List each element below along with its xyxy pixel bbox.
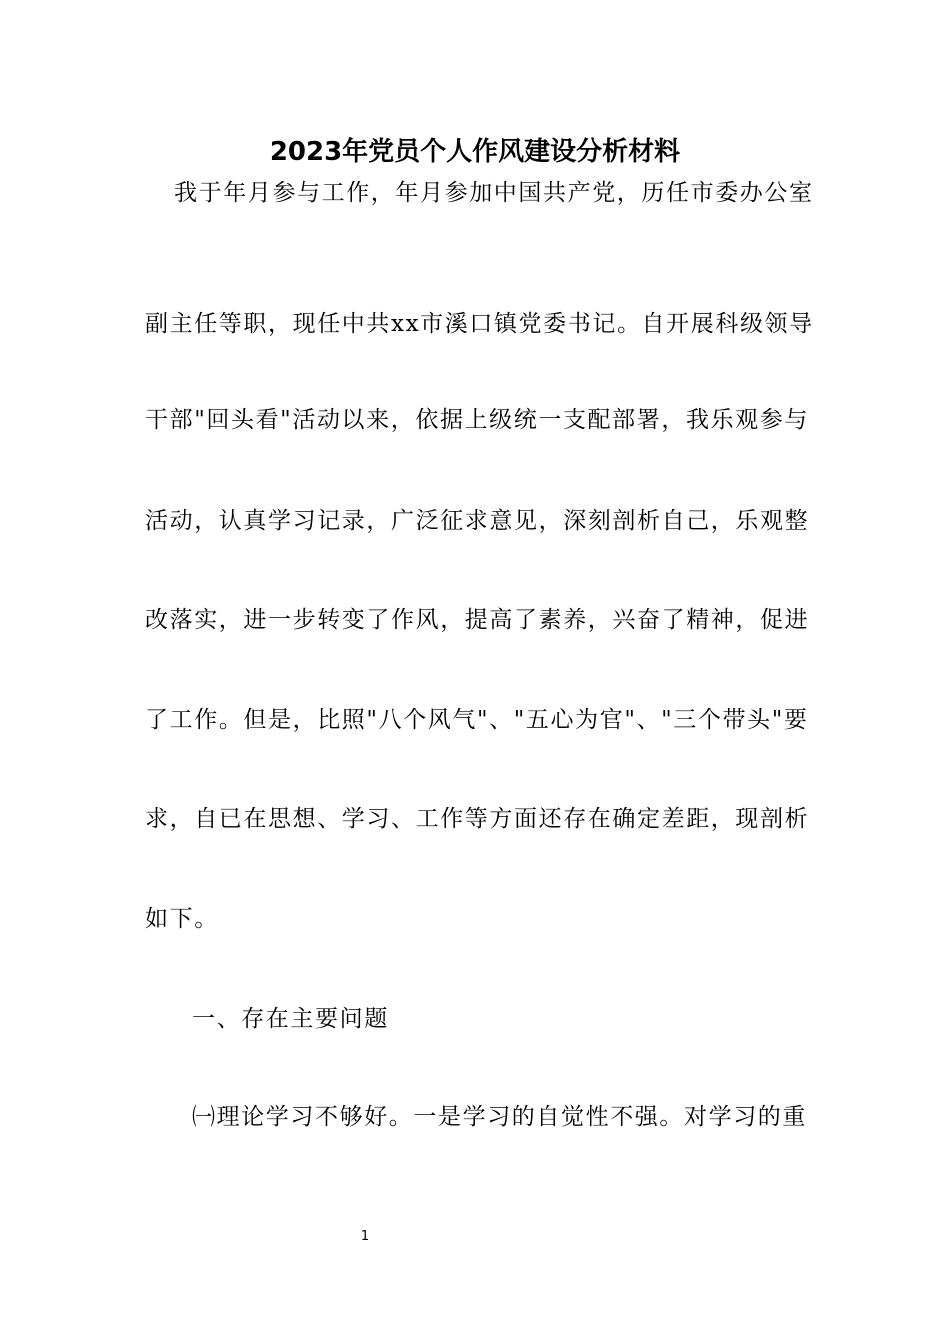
paragraph-line: 了工作。但是，比照"八个风气"、"五心为官"、"三个带头"要 — [145, 707, 809, 733]
paragraph-line: 我于年月参与工作，年月参加中国共产党，历任市委办公室 — [174, 180, 814, 206]
paragraph-line: 如下。 — [145, 906, 219, 932]
paragraph-line: 求，自已在思想、学习、工作等方面还存在确定差距，现剖析 — [145, 806, 810, 832]
document-title: 2023年党员个人作风建设分析材料 — [269, 137, 681, 167]
paragraph-line: ㈠理论学习不够好。一是学习的自觉性不强。对学习的重 — [192, 1104, 807, 1130]
paragraph-line: 副主任等职，现任中共xx市溪口镇党委书记。自开展科级领导 — [145, 311, 814, 337]
paragraph-line: 改落实，进一步转变了作风，提高了素养，兴奋了精神，促进 — [145, 607, 810, 633]
page-number: 1 — [360, 1229, 370, 1244]
paragraph-line: 活动，认真学习记录，广泛征求意见，深刻剖析自己，乐观整 — [145, 508, 810, 534]
paragraph-line: 干部"回头看"活动以来，依据上级统一支配部署，我乐观参与 — [145, 407, 809, 433]
section-heading: 一、存在主要问题 — [192, 1006, 389, 1032]
